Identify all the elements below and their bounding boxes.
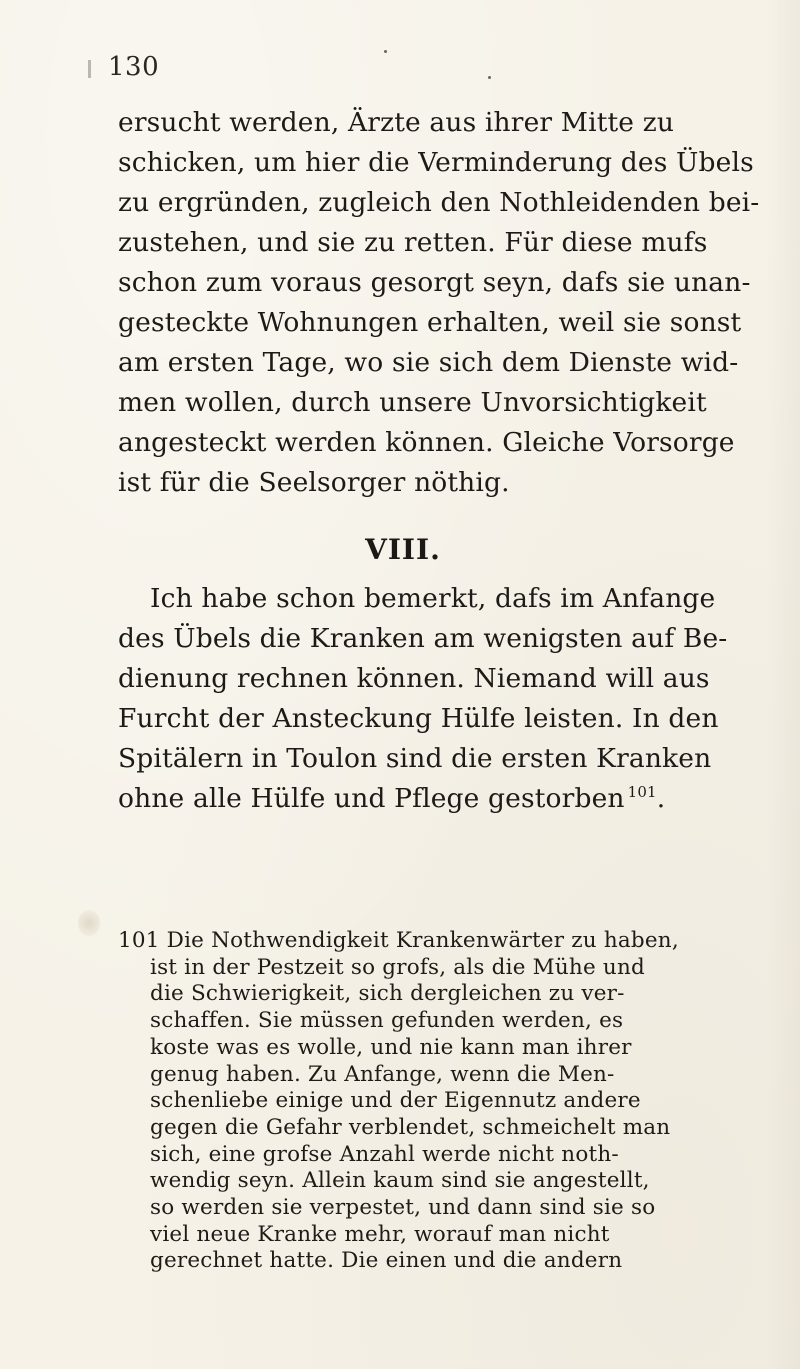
footnote [118,928,708,1275]
text-line: am ersten Tage, wo sie sich dem Dienste wid- [118,347,739,378]
footnote-line: die Schwierigkeit, sich dergleichen zu ver- [150,981,625,1007]
footnote-line: sich, eine grofse Anzahl werde nicht noth- [150,1141,619,1167]
ink-speck [384,50,387,53]
text-line: angesteckt werden können. Gleiche Vorsorge [118,427,735,458]
text-fragment: ohne alle Hülfe und Pflege gestorben [118,783,625,814]
text-line: des Übels die Kranken am wenigsten auf Be- [118,623,728,654]
text-line: ersucht werden, Ärzte aus ihrer Mitte zu [118,107,675,138]
footnote-reference: 101 [627,783,657,802]
footnote-line: gerechnet hatte. Die einen und die andern [150,1248,623,1274]
footnote-line: gegen die Gefahr verblendet, schmeichelt man [150,1114,671,1140]
text-line: Ich habe schon bemerkt, dafs im Anfange [150,583,716,614]
footnote-line: schenliebe einige und der Eigennutz andere [150,1088,641,1114]
footnote-line: 101 Die Nothwendigkeit Krankenwärter zu haben, [118,928,679,953]
main-text [118,103,760,814]
text-line: schon zum voraus gesorgt seyn, dafs sie unan- [118,267,751,298]
ink-speck [488,76,491,79]
text-line: Furcht der Ansteckung Hülfe leisten. In den [118,703,719,734]
page-number: 130 [108,52,160,82]
period: . [656,783,666,814]
footnote-line: wendig seyn. Allein kaum sind sie angestellt, [150,1168,650,1194]
text-line-with-footnote-ref [118,779,727,819]
paper-stain [78,910,100,936]
footnote-line: genug haben. Zu Anfange, wenn die Men- [150,1061,615,1087]
page-edge-shadow [766,0,800,1369]
text-line: zu ergründen, zugleich den Nothleidenden bei- [118,187,760,218]
margin-mark [88,60,91,78]
section-paragraph [118,579,727,819]
footnote-line: viel neue Kranke mehr, worauf man nicht [150,1221,610,1247]
footnote-line: ist in der Pestzeit so grofs, als die Mühe und [150,954,645,980]
footnote-line: koste was es wolle, und nie kann man ihrer [150,1034,632,1060]
text-line: schicken, um hier die Verminderung des Übels [118,147,754,178]
section-heading: VIII. [365,533,441,566]
text-line: gesteckte Wohnungen erhalten, weil sie sonst [118,307,742,338]
text-line: ist für die Seelsorger nöthig. [118,467,510,498]
footnote-line: so werden sie verpestet, und dann sind sie so [150,1195,656,1221]
text-line: dienung rechnen können. Niemand will aus [118,663,710,694]
text-line: Spitälern in Toulon sind die ersten Kranken [118,743,712,774]
text-line: zustehen, und sie zu retten. Für diese mufs [118,227,708,258]
text-line: men wollen, durch unsere Unvorsichtigkeit [118,387,707,418]
footnote-line: schaffen. Sie müssen gefunden werden, es [150,1008,624,1034]
